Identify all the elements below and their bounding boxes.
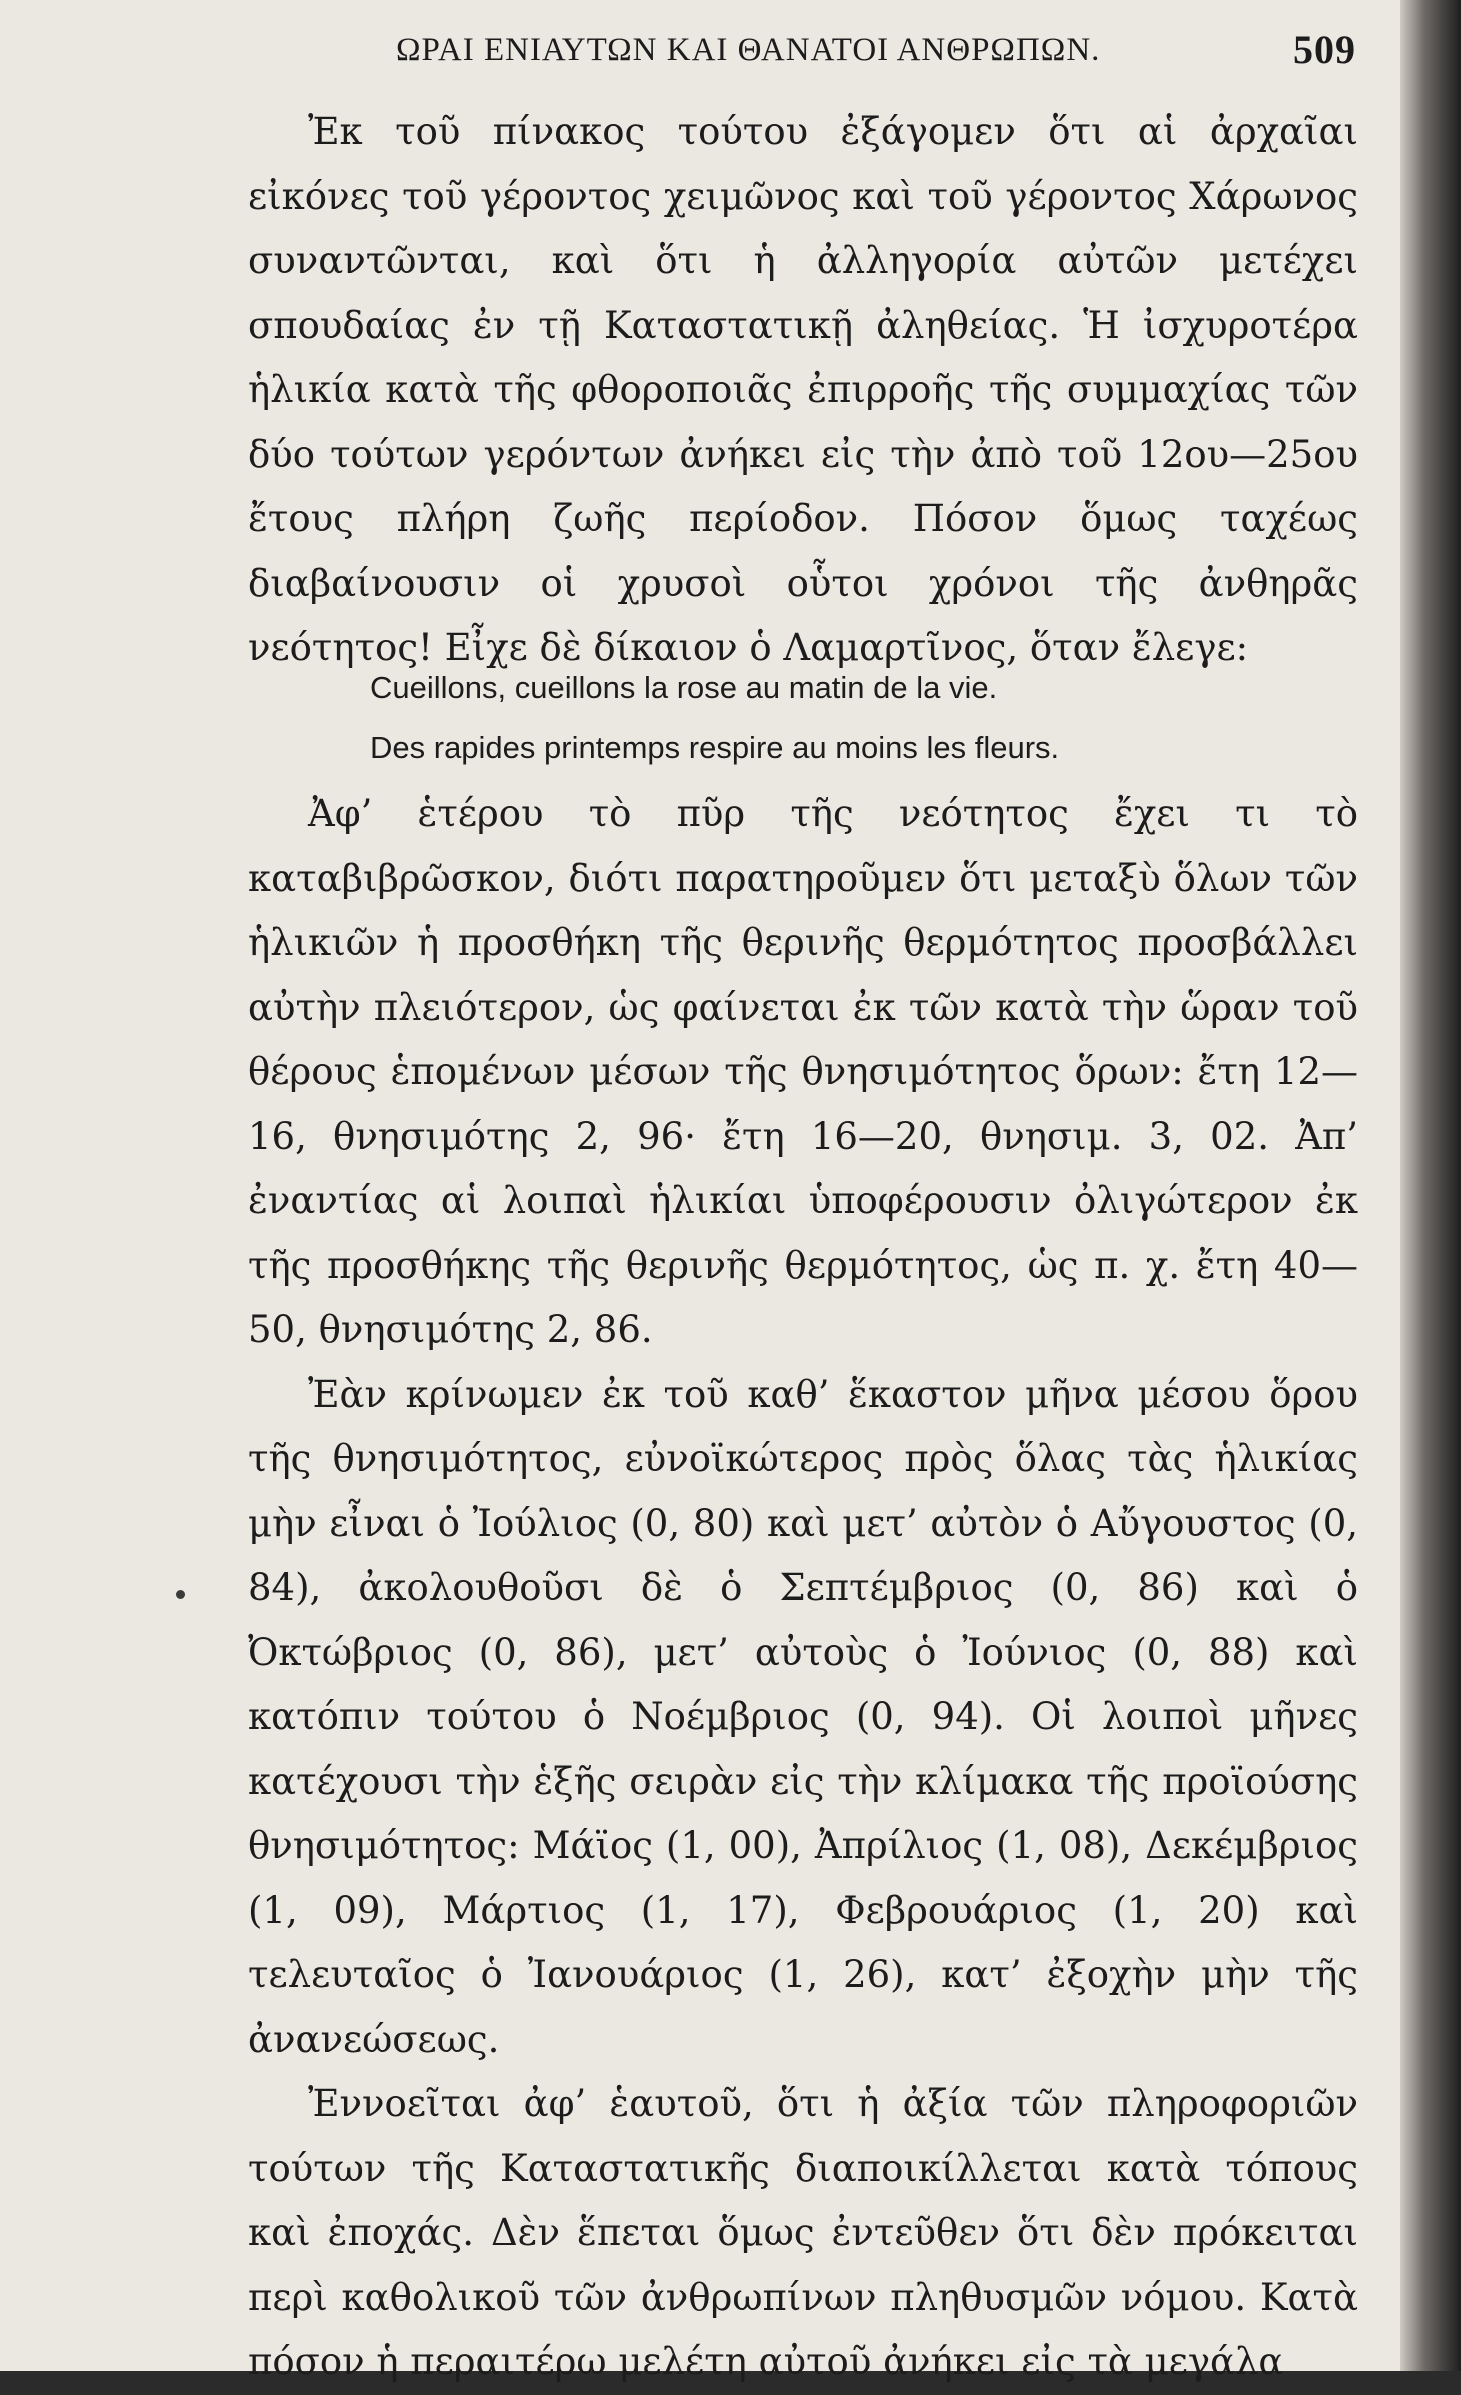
verse-line: Des rapides printemps respire au moins les fleurs.: [370, 730, 1060, 765]
page-number: 509: [1293, 27, 1356, 72]
paragraph: Ἐὰν κρίνωμεν ἐκ τοῦ καθ’ ἕκαστον μῆνα μέσου ὅρου τῆς θνησιμότητος, εὐνοϊκώτερος πρὸς ὅλας τὰς ἡλικίας μὴν εἶναι ὁ Ἰούλιος (0, 80) καὶ μετ’ αὐτὸν ὁ Αὔγουστος (0, 84), ἀκολουθοῦσι δὲ ὁ Σεπτέμβριος (0, 86) καὶ ὁ Ὀκτώβριος (0, 86), μετ’ αὐτοὺς ὁ Ἰούνιος (0, 88) καὶ κατόπιν τούτου ὁ Νοέμβριος (0, 94). Οἱ λοιποὶ μῆνες κατέχουσι τὴν ἑξῆς σειρὰν εἰς τὴν κλίμακα τῆς προϊούσης θνησιμότητος: Μάϊος (1, 00), Ἀπρίλιος (1, 08), Δεκέμβριος (1, 09), Μάρτιος (1, 17), Φεβρουάριος (1, 20) καὶ τελευταῖος ὁ Ἰανουάριος (1, 26), κατ’ ἐξοχὴν μὴν τῆς ἀνανεώσεως.: [248, 1372, 1358, 2061]
running-head: [396, 22, 1356, 82]
body-text-top: [248, 100, 1358, 681]
margin-dot-mark: [176, 1590, 185, 1599]
verse-line: Cueillons, cueillons la rose au matin de la vie.: [370, 670, 998, 705]
paragraph: Ἐκ τοῦ πίνακος τούτου ἐξάγομεν ὅτι αἱ ἀρχαῖαι εἰκόνες τοῦ γέροντος χειμῶνος καὶ τοῦ γέροντος Χάρωνος συναντῶνται, καὶ ὅτι ἡ ἀλληγορία αὐτῶν μετέχει σπουδαίας ἐν τῇ Καταστατικῇ ἀληθείας. Ἡ ἰσχυροτέρα ἡλικία κατὰ τῆς φθοροποιᾶς ἐπιρροῆς τῆς συμμαχίας τῶν δύο τούτων γερόντων ἀνήκει εἰς τὴν ἀπὸ τοῦ 12ου—25ου ἔτους πλήρη ζωῆς περίοδον. Πόσον ὅμως ταχέως διαβαίνουσιν οἱ χρυσοὶ οὗτοι χρόνοι τῆς ἀνθηρᾶς νεότητος! Εἶχε δὲ δίκαιον ὁ Λαμαρτῖνος, ὅταν ἔλεγε:: [248, 110, 1358, 669]
page-edge-shadow: [1400, 0, 1461, 2371]
paragraph: Ἐννοεῖται ἀφ’ ἑαυτοῦ, ὅτι ἡ ἀξία τῶν πληροφοριῶν τούτων τῆς Καταστατικῆς διαποικίλλεται κατὰ τόπους καὶ ἐποχάς. Δὲν ἕπεται ὅμως ἐντεῦθεν ὅτι δὲν πρόκειται περὶ καθολικοῦ τῶν ἀνθρωπίνων πληθυσμῶν νόμου. Κατὰ πόσον ἡ περαιτέρω μελέτη αὐτοῦ ἀνήκει εἰς τὰ μεγάλα: [248, 2082, 1358, 2383]
body-text-bottom: [248, 782, 1358, 2395]
paragraph: Ἀφ’ ἑτέρου τὸ πῦρ τῆς νεότητος ἔχει τι τὸ καταβιβρῶσκον, διότι παρατηροῦμεν ὅτι μεταξὺ ὅλων τῶν ἡλικιῶν ἡ προσθήκη τῆς θερινῆς θερμότητος προσβάλλει αὐτὴν πλειότερον, ὡς φαίνεται ἐκ τῶν κατὰ τὴν ὥραν τοῦ θέρους ἑπομένων μέσων τῆς θνησιμότητος ὅρων: ἔτη 12—16, θνησιμότης 2, 96· ἔτη 16—20, θνησιμ. 3, 02. Ἀπ’ ἐναντίας αἱ λοιπαὶ ἡλικίαι ὑποφέρουσιν ὀλιγώτερον ἐκ τῆς προσθήκης τῆς θερινῆς θερμότητος, ὡς π. χ. ἔτη 40—50, θνησιμότης 2, 86.: [248, 792, 1358, 1351]
running-head-title: ΩΡΑΙ ΕΝΙΑΥΤΩΝ ΚΑΙ ΘΑΝΑΤΟΙ ΑΝΘΡΩΠΩΝ.: [396, 32, 1101, 68]
